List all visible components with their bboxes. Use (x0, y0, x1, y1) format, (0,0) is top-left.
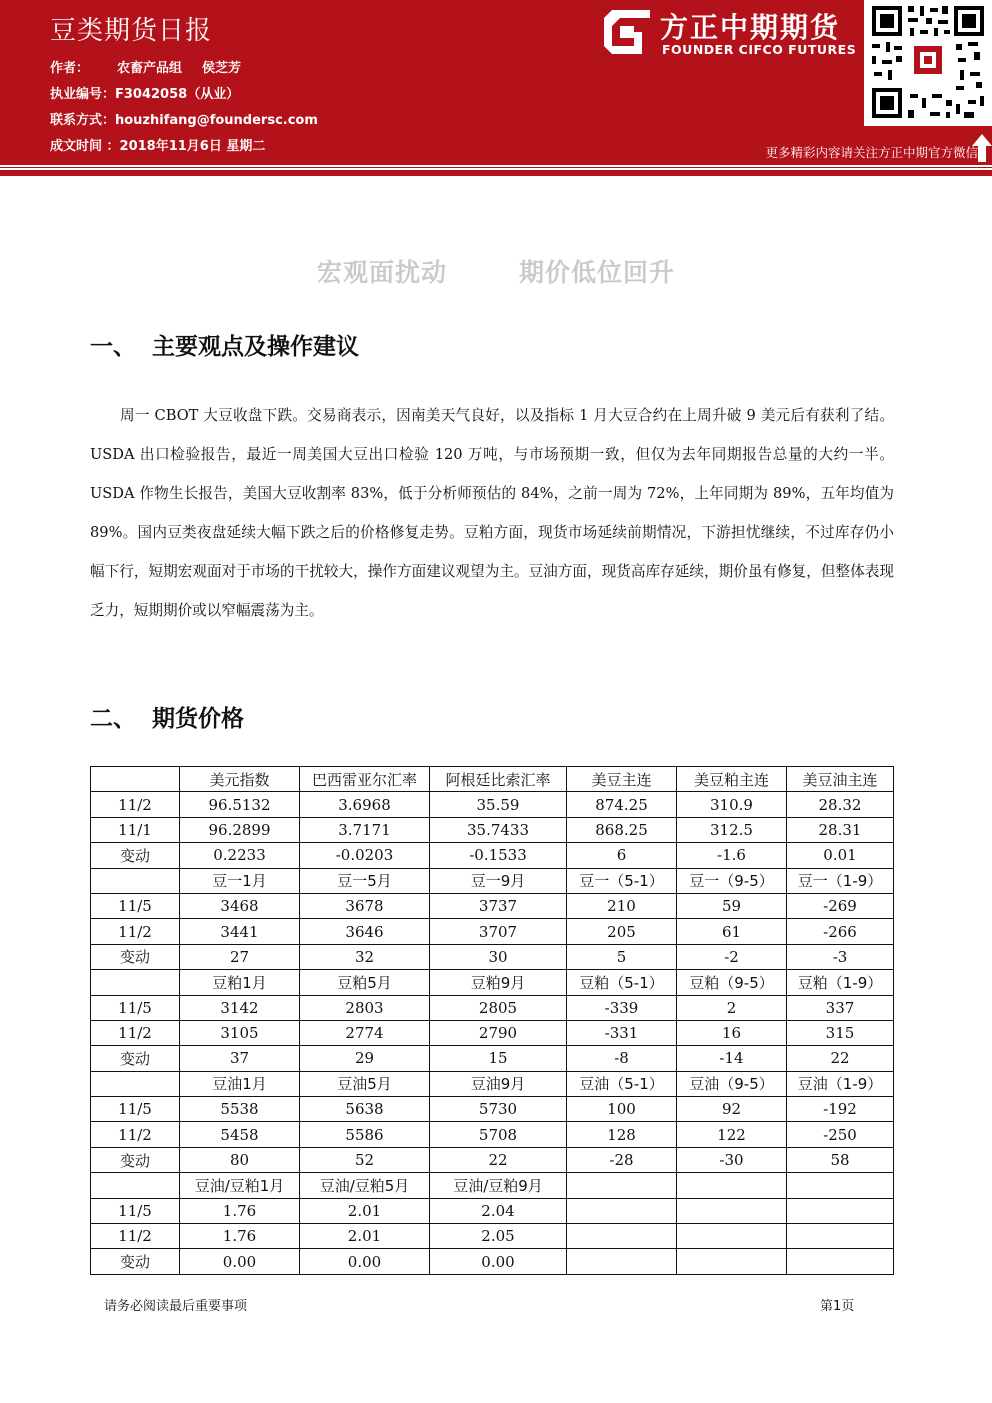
table-row (91, 792, 894, 817)
column-header-cell: 豆油（1-9） (787, 1071, 894, 1096)
table-cell: 59 (677, 893, 787, 918)
table-cell: -30 (677, 1147, 787, 1172)
table-cell: 29 (300, 1046, 430, 1071)
row-label-cell: 11/5 (91, 1097, 180, 1122)
table-cell: 205 (567, 919, 677, 944)
table-cell: -8 (567, 1046, 677, 1071)
table-row (91, 1046, 894, 1071)
table-cell: -269 (787, 893, 894, 918)
table-row (91, 1147, 894, 1172)
table-row (91, 1097, 894, 1122)
column-header-cell: 豆粕9月 (430, 970, 567, 995)
section-1-number: 一、 (90, 334, 136, 360)
column-header-cell: 豆油/豆粕1月 (180, 1173, 300, 1198)
row-label-cell: 11/2 (91, 792, 180, 817)
section-2-number: 二、 (90, 706, 136, 732)
table-cell: 96.2899 (180, 817, 300, 842)
qr-code-icon (864, 0, 992, 126)
table-cell: 3105 (180, 1020, 300, 1045)
table-cell: 0.00 (300, 1249, 430, 1274)
column-header-cell: 美豆主连 (567, 767, 677, 792)
table-cell: 2.04 (430, 1198, 567, 1223)
table-cell: 2790 (430, 1020, 567, 1045)
table-cell: 15 (430, 1046, 567, 1071)
table-row (91, 1249, 894, 1274)
table-cell (677, 1249, 787, 1274)
table-cell: 27 (180, 944, 300, 969)
table-row (91, 1198, 894, 1223)
footer-notice: 请务必阅读最后重要事项 (104, 1299, 248, 1314)
table-cell: -250 (787, 1122, 894, 1147)
row-label-cell: 11/5 (91, 995, 180, 1020)
table-cell: -0.0203 (300, 843, 430, 868)
column-header-cell: 豆一（5-1） (567, 868, 677, 893)
table-cell: -3 (787, 944, 894, 969)
table-cell: 310.9 (677, 792, 787, 817)
table-header-row (91, 1173, 894, 1198)
table-cell: 6 (567, 843, 677, 868)
table-cell: 3468 (180, 893, 300, 918)
table-cell: 2805 (430, 995, 567, 1020)
table-cell: 2.05 (430, 1224, 567, 1249)
row-label-cell: 11/2 (91, 1122, 180, 1147)
table-cell: -2 (677, 944, 787, 969)
table-cell (567, 1198, 677, 1223)
table-cell: 3707 (430, 919, 567, 944)
row-label-cell (91, 1071, 180, 1096)
table-cell: 122 (677, 1122, 787, 1147)
table-cell: 5586 (300, 1122, 430, 1147)
column-header-cell: 豆一（1-9） (787, 868, 894, 893)
table-cell: 1.76 (180, 1224, 300, 1249)
row-label-cell: 11/1 (91, 817, 180, 842)
wechat-follow-note: 更多精彩内容请关注方正中期官方微信 (765, 145, 978, 160)
table-cell: 3646 (300, 919, 430, 944)
table-row (91, 1020, 894, 1045)
table-cell: 5538 (180, 1097, 300, 1122)
table-row (91, 1122, 894, 1147)
table-cell: 2803 (300, 995, 430, 1020)
table-header-row (91, 1071, 894, 1096)
author-label: 作者： (50, 61, 90, 76)
table-cell (787, 1249, 894, 1274)
table-cell: 315 (787, 1020, 894, 1045)
table-header-row (91, 767, 894, 792)
row-label-cell: 11/2 (91, 1020, 180, 1045)
table-row (91, 843, 894, 868)
table-cell: 35.7433 (430, 817, 567, 842)
column-header-cell (677, 1173, 787, 1198)
column-header-cell: 豆粕（5-1） (567, 970, 677, 995)
table-cell: 58 (787, 1147, 894, 1172)
table-cell: 3678 (300, 893, 430, 918)
row-label-cell (91, 970, 180, 995)
table-cell: 32 (300, 944, 430, 969)
column-header-cell: 豆油5月 (300, 1071, 430, 1096)
table-cell: 0.00 (180, 1249, 300, 1274)
table-cell: 35.59 (430, 792, 567, 817)
table-cell: 28.32 (787, 792, 894, 817)
table-cell: 2.01 (300, 1198, 430, 1223)
column-header-cell (787, 1173, 894, 1198)
table-cell: -28 (567, 1147, 677, 1172)
report-header-banner (0, 0, 992, 168)
table-cell: 5708 (430, 1122, 567, 1147)
column-header-cell: 豆油（5-1） (567, 1071, 677, 1096)
table-row (91, 1224, 894, 1249)
column-header-cell: 豆油1月 (180, 1071, 300, 1096)
table-cell: 337 (787, 995, 894, 1020)
table-cell: 5730 (430, 1097, 567, 1122)
table-cell: 2 (677, 995, 787, 1020)
company-logo-en: FOUNDER CIFCO FUTURES (662, 42, 857, 57)
main-view-paragraph: 周一 CBOT 大豆收盘下跌。交易商表示，因南美天气良好，以及指标 1 月大豆合约在上周升破 9 美元后有获利了结。USDA 出口检验报告，最近一周美国大豆出口检验 120 万吨，与市场预期一致，但仅为去年同期报告总量的大约一半。USDA 作物生长报告，美国大豆收割率 83%，低于分析师预估的 84%，之前一周为 72%，上年同期为 89%，五年均值为 89%。国内豆类夜盘延续大幅下跌之后的价格修复走势。豆粕方面，现货市场延续前期情况，下游担忧继续，不过库存仍小幅下行，短期宏观面对于市场的干扰较大，操作方面建议观望为主。豆油方面，现货高库存延续，期价虽有修复，但整体表现乏力，短期期价或以窄幅震荡为主。 (90, 407, 894, 619)
table-cell: 0.2233 (180, 843, 300, 868)
table-cell: 3737 (430, 893, 567, 918)
row-label-cell: 变动 (91, 1147, 180, 1172)
row-label-cell: 变动 (91, 843, 180, 868)
report-headline (0, 253, 992, 289)
table-cell: 3.6968 (300, 792, 430, 817)
row-label-cell: 11/2 (91, 1224, 180, 1249)
column-header-cell: 豆一1月 (180, 868, 300, 893)
section-1-heading (90, 328, 359, 361)
row-label-cell (91, 868, 180, 893)
column-header-cell: 豆油/豆粕5月 (300, 1173, 430, 1198)
row-label-cell (91, 1173, 180, 1198)
column-header-cell: 豆油9月 (430, 1071, 567, 1096)
table-cell: 5638 (300, 1097, 430, 1122)
table-cell: 3.7171 (300, 817, 430, 842)
table-cell (567, 1224, 677, 1249)
column-header-cell: 豆油/豆粕9月 (430, 1173, 567, 1198)
table-cell: 96.5132 (180, 792, 300, 817)
table-cell: 0.00 (430, 1249, 567, 1274)
table-cell (567, 1249, 677, 1274)
table-cell (677, 1224, 787, 1249)
table-row (91, 893, 894, 918)
table-cell: 3142 (180, 995, 300, 1020)
up-arrow-icon (972, 134, 992, 162)
table-cell: 37 (180, 1046, 300, 1071)
column-header-cell: 豆粕（1-9） (787, 970, 894, 995)
row-label-cell (91, 767, 180, 792)
table-cell: 22 (430, 1147, 567, 1172)
row-label-cell: 11/5 (91, 893, 180, 918)
table-cell: 2.01 (300, 1224, 430, 1249)
company-logo-cn: 方正中期期货 (660, 11, 841, 44)
author-line (50, 57, 241, 76)
table-row (91, 919, 894, 944)
table-row (91, 995, 894, 1020)
founder-logo-icon (604, 10, 650, 54)
page-number: 第1页 (820, 1299, 855, 1314)
section-2-heading (90, 700, 244, 733)
table-cell: -331 (567, 1020, 677, 1045)
column-header-cell: 美元指数 (180, 767, 300, 792)
section-2-title: 期货价格 (152, 706, 244, 732)
column-header-cell: 豆粕（9-5） (677, 970, 787, 995)
table-cell: -339 (567, 995, 677, 1020)
table-cell: 28.31 (787, 817, 894, 842)
table-cell: 210 (567, 893, 677, 918)
header-underline (0, 170, 992, 176)
headline-part-1: 宏观面扰动 (316, 258, 447, 287)
column-header-cell: 美豆油主连 (787, 767, 894, 792)
column-header-cell (567, 1173, 677, 1198)
wechat-qr-code (864, 0, 992, 126)
table-cell: 92 (677, 1097, 787, 1122)
table-cell: -14 (677, 1046, 787, 1071)
column-header-cell: 豆粕5月 (300, 970, 430, 995)
table-cell: 22 (787, 1046, 894, 1071)
column-header-cell: 豆一9月 (430, 868, 567, 893)
table-cell: 868.25 (567, 817, 677, 842)
report-title: 豆类期货日报 (50, 16, 213, 46)
table-cell (787, 1224, 894, 1249)
table-cell: 100 (567, 1097, 677, 1122)
table-cell: 312.5 (677, 817, 787, 842)
table-row (91, 944, 894, 969)
headline-part-2: 期价低位回升 (519, 258, 676, 287)
column-header-cell: 豆粕1月 (180, 970, 300, 995)
header-divider (0, 165, 992, 167)
section-1-title: 主要观点及操作建议 (152, 334, 359, 360)
table-cell: -192 (787, 1097, 894, 1122)
report-date: 成文时间 ：2018年11月6日 星期二 (50, 139, 266, 154)
contact-info: 联系方式：houzhifang@foundersc.com (50, 113, 318, 128)
author-name: 侯芝芳 (202, 61, 242, 76)
column-header-cell: 阿根廷比索汇率 (430, 767, 567, 792)
table-cell: 128 (567, 1122, 677, 1147)
table-cell: 5 (567, 944, 677, 969)
table-cell: 874.25 (567, 792, 677, 817)
table-cell: 61 (677, 919, 787, 944)
row-label-cell: 变动 (91, 1046, 180, 1071)
table-cell: 80 (180, 1147, 300, 1172)
row-label-cell: 11/2 (91, 919, 180, 944)
table-cell: -1.6 (677, 843, 787, 868)
column-header-cell: 美豆粕主连 (677, 767, 787, 792)
column-header-cell: 豆油（9-5） (677, 1071, 787, 1096)
table-cell: 16 (677, 1020, 787, 1045)
table-cell: -0.1533 (430, 843, 567, 868)
row-label-cell: 11/5 (91, 1198, 180, 1223)
table-cell: 3441 (180, 919, 300, 944)
license-number: 执业编号：F3042058（从业） (50, 87, 240, 102)
table-cell: 5458 (180, 1122, 300, 1147)
table-header-row (91, 970, 894, 995)
author-group: 农畜产品组 (117, 61, 183, 76)
table-header-row (91, 868, 894, 893)
table-cell: 30 (430, 944, 567, 969)
table-cell: -266 (787, 919, 894, 944)
futures-price-table (90, 766, 894, 1275)
table-cell: 1.76 (180, 1198, 300, 1223)
row-label-cell: 变动 (91, 944, 180, 969)
table-cell: 52 (300, 1147, 430, 1172)
column-header-cell: 豆一5月 (300, 868, 430, 893)
table-cell (787, 1198, 894, 1223)
table-cell: 2774 (300, 1020, 430, 1045)
table-cell (677, 1198, 787, 1223)
column-header-cell: 豆一（9-5） (677, 868, 787, 893)
row-label-cell: 变动 (91, 1249, 180, 1274)
column-header-cell: 巴西雷亚尔汇率 (300, 767, 430, 792)
table-row (91, 817, 894, 842)
table-cell: 0.01 (787, 843, 894, 868)
